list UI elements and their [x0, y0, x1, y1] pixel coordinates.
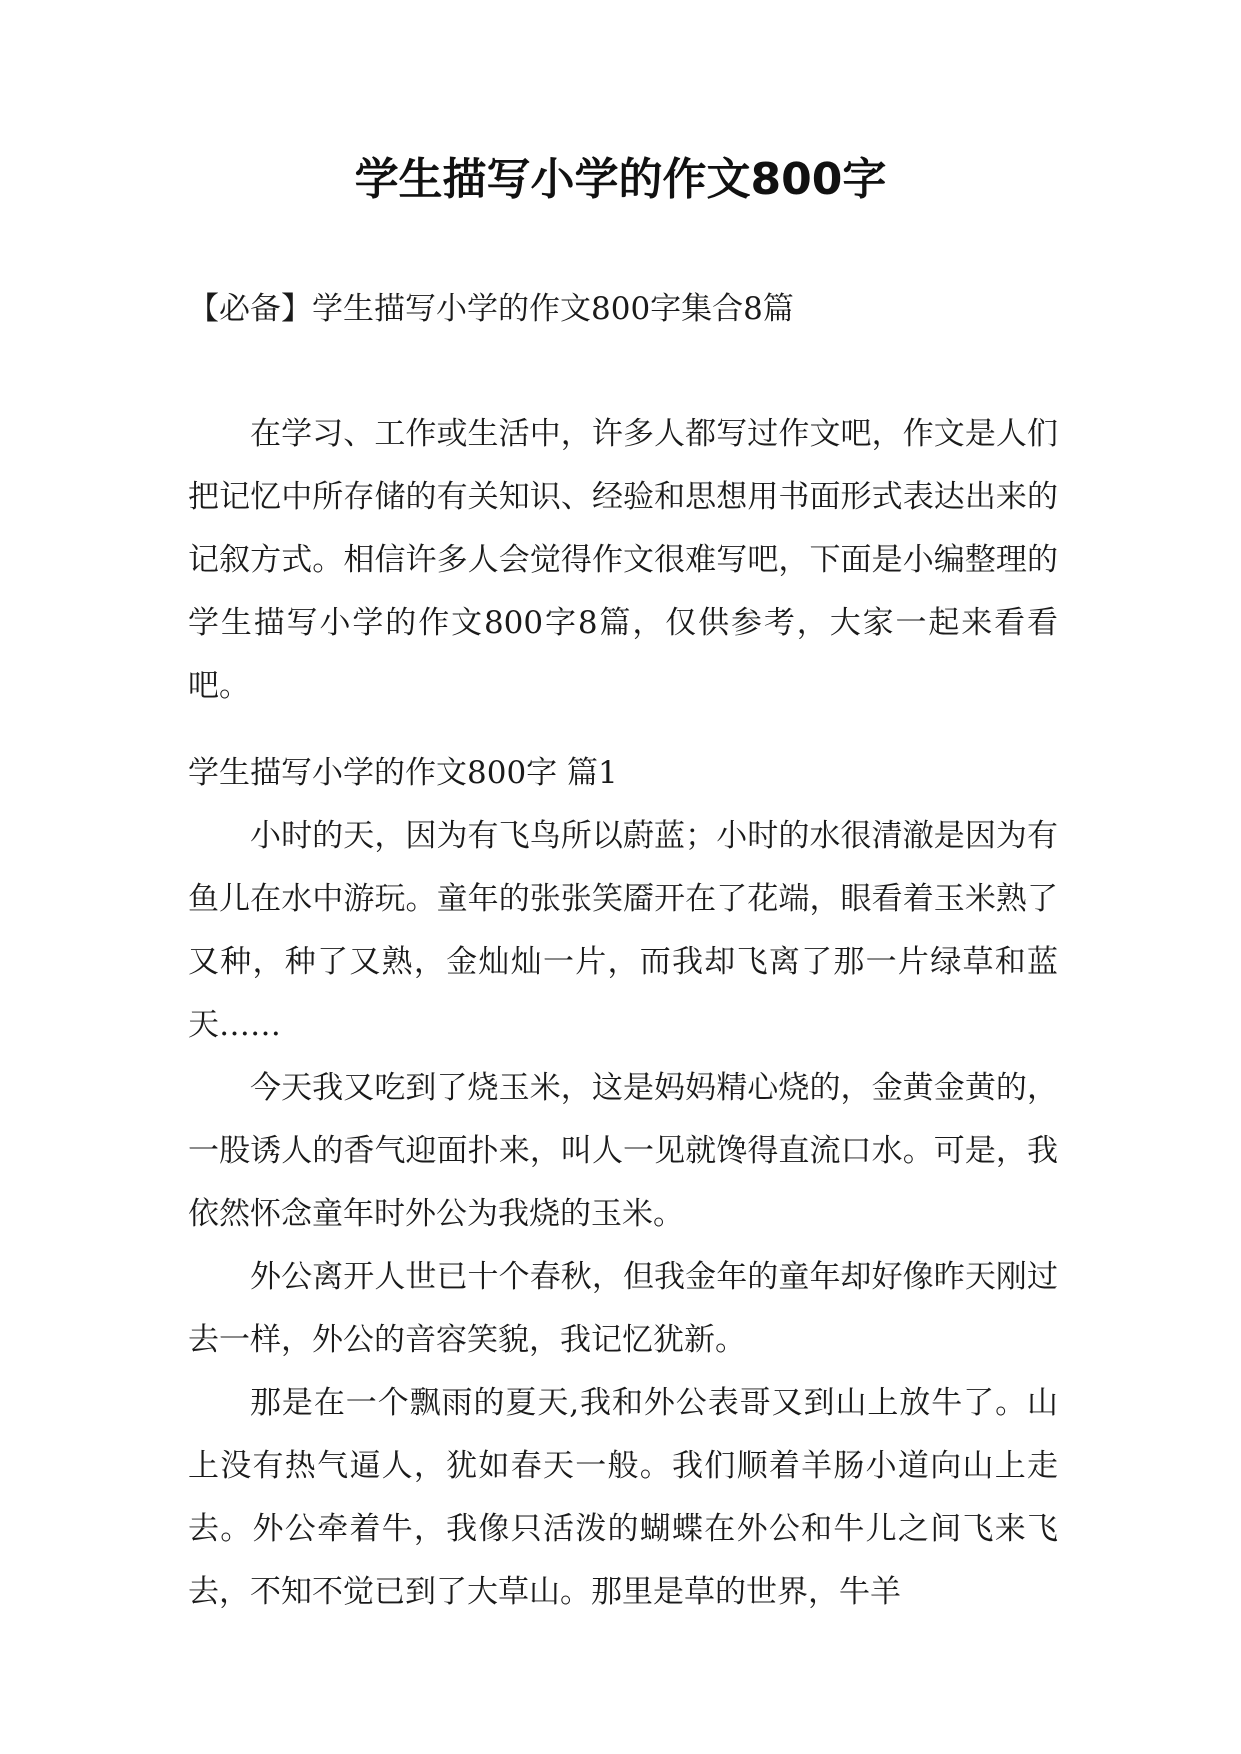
body-paragraph: 今天我又吃到了烧玉米，这是妈妈精心烧的，金黄金黄的，一股诱人的香气迎面扑来，叫人一见就馋得直流口水。可是，我依然怀念童年时外公为我烧的玉米。 — [188, 1070, 1058, 1232]
intro-paragraph: 在学习、工作或生活中，许多人都写过作文吧，作文是人们把记忆中所存储的有关知识、经验和思想用书面形式表达出来的记叙方式。相信许多人会觉得作文很难写吧，下面是小编整理的学生描写小学的作文800字8篇，仅供参考，大家一起来看看吧。 — [188, 416, 1058, 704]
section-heading: 学生描写小学的作文800字 篇1 — [188, 755, 618, 791]
body-paragraph: 那是在一个飘雨的夏天,我和外公表哥又到山上放牛了。山上没有热气逼人，犹如春天一般。我们顺着羊肠小道向山上走去。外公牵着牛，我像只活泼的蝴蝶在外公和牛儿之间飞来飞去，不知不觉已到了大草山。那里是草的世界，牛羊 — [188, 1385, 1058, 1610]
body-paragraph: 小时的天，因为有飞鸟所以蔚蓝；小时的水很清澈是因为有鱼儿在水中游玩。童年的张张笑靥开在了花端，眼看着玉米熟了又种，种了又熟，金灿灿一片，而我却飞离了那一片绿草和蓝天…… — [188, 818, 1058, 1043]
essay-body — [188, 805, 1058, 1624]
body-paragraph: 外公离开人世已十个春秋，但我金年的童年却好像昨天刚过去一样，外公的音容笑貌，我记忆犹新。 — [188, 1259, 1058, 1358]
document-title: 学生描写小学的作文800字 — [354, 154, 887, 205]
document-subtitle: 【必备】学生描写小学的作文800字集合8篇 — [188, 291, 794, 327]
